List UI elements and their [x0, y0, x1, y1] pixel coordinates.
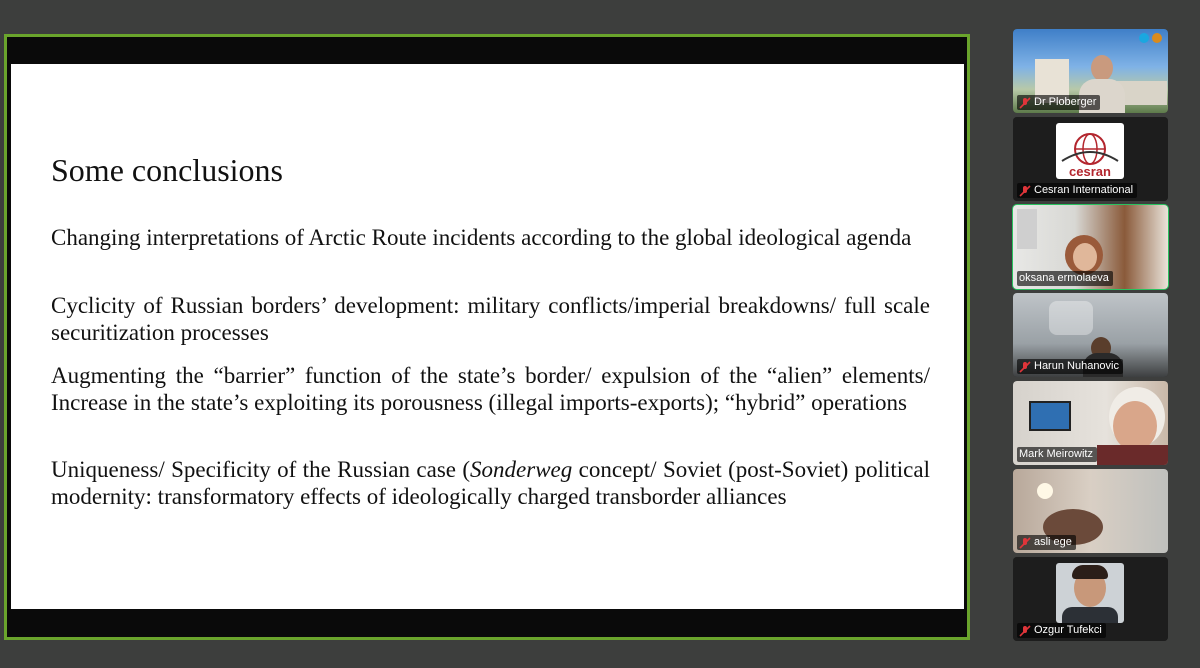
shared-screen[interactable]: [4, 34, 970, 640]
participant-tile-harun-nuhanovic[interactable]: [1013, 293, 1168, 377]
participant-name-tag: [1017, 535, 1076, 550]
participant-name: Ozgur Tufekci: [1034, 624, 1102, 636]
participant-name: oksana ermolaeva: [1019, 272, 1109, 284]
muted-mic-icon: [1019, 185, 1031, 197]
slide-bullet-3: Augmenting the “barrier” function of the state’s border/ expulsion of the “alien” elements/ Increase in the state’s exploiting its porousness (illegal imports-exports); “hybrid” operations: [51, 363, 930, 415]
participant-name-tag: [1017, 95, 1100, 110]
person-face: [1073, 243, 1097, 271]
presentation-slide: [11, 64, 964, 609]
badge-icon: [1152, 33, 1162, 43]
participant-tile-ozgur-tufekci[interactable]: [1013, 557, 1168, 641]
wall-picture: [1029, 401, 1071, 431]
slide-bullet-4-text-b: concept/ Soviet (post-Soviet) political modernity: transformatory effects of ideologically charged transborder alliances: [51, 457, 930, 509]
person-body: [1062, 607, 1118, 623]
slide-title: Some conclusions: [51, 152, 283, 188]
ceiling-light: [1037, 483, 1053, 499]
participant-tile-dr-ploberger[interactable]: [1013, 29, 1168, 113]
participant-tile-cesran-international[interactable]: [1013, 117, 1168, 201]
participant-name-tag: [1017, 271, 1113, 286]
participant-name: Harun Nuhanovic: [1034, 360, 1119, 372]
person-head: [1091, 55, 1113, 81]
globe-icon: [1056, 123, 1124, 179]
tile-corner-icons: [1139, 33, 1162, 43]
slide-bullet-4-text-a: Uniqueness/ Specificity of the Russian case (: [51, 457, 471, 482]
profile-photo: [1056, 563, 1124, 623]
participant-name-tag: [1017, 623, 1106, 638]
svg-text:cesran: cesran: [1069, 164, 1111, 179]
participant-tile-oksana-ermolaeva[interactable]: [1013, 205, 1168, 289]
participant-tile-mark-meirowitz[interactable]: [1013, 381, 1168, 465]
muted-mic-icon: [1019, 625, 1031, 637]
shelf-shape: [1017, 209, 1037, 249]
participant-name: Dr Ploberger: [1034, 96, 1097, 108]
slide-bullet-2: Cyclicity of Russian borders’ development: military conflicts/imperial breakdowns/ full scale securitization processes: [51, 293, 930, 345]
slide-bullet-4: [51, 457, 930, 510]
person-body: [1097, 445, 1168, 465]
slide-bullet-4-italic: Sonderweg: [470, 457, 573, 482]
participant-name-tag: [1017, 447, 1097, 462]
muted-mic-icon: [1019, 97, 1031, 109]
person-face: [1113, 401, 1157, 451]
cesran-logo: [1056, 123, 1124, 179]
participant-name-tag: [1017, 359, 1123, 374]
participant-name: asli ege: [1034, 536, 1072, 548]
person-hair: [1072, 565, 1108, 579]
muted-mic-icon: [1019, 361, 1031, 373]
participant-name-tag: [1017, 183, 1137, 198]
status-icon: [1139, 33, 1149, 43]
participant-tile-asli-ege[interactable]: [1013, 469, 1168, 553]
muted-mic-icon: [1019, 537, 1031, 549]
slide-bullet-1: Changing interpretations of Arctic Route incidents according to the global ideological agenda: [51, 225, 912, 250]
blurred-light: [1049, 301, 1093, 335]
participant-name: Mark Meirowitz: [1019, 448, 1093, 460]
participant-name: Cesran International: [1034, 184, 1134, 196]
